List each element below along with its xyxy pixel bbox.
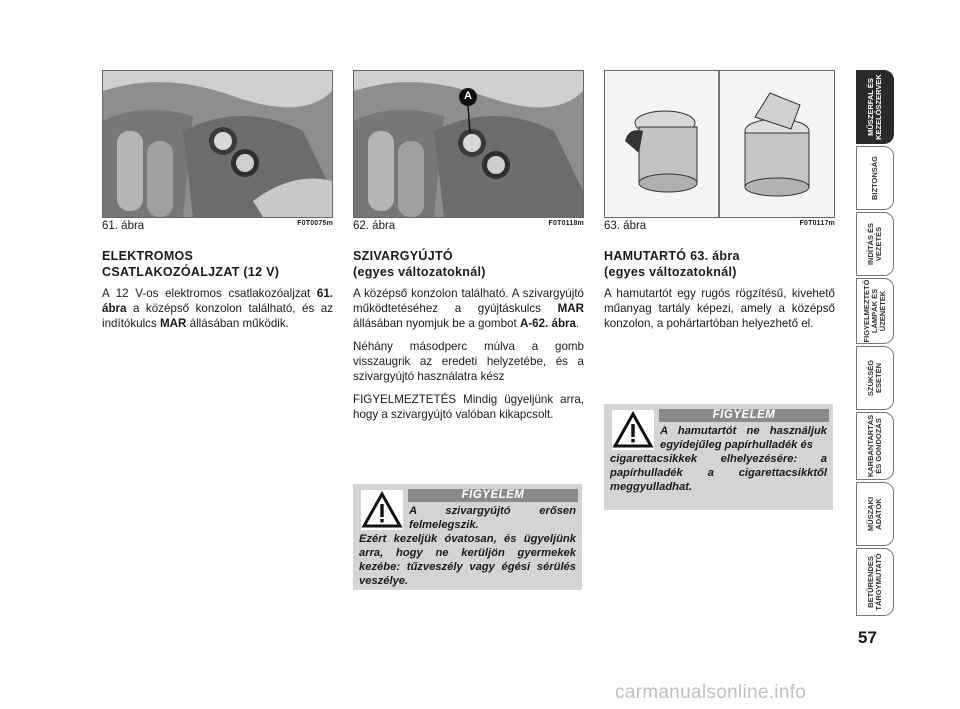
tab-dashboard-controls[interactable]: MŰSZERFAL ÉS KEZELŐSZERVEK bbox=[856, 70, 894, 144]
section-paragraph: Néhány másodperc múlva a gomb visszaugrik az eredeti helyzetébe, és a szivargyújtó használatra kész bbox=[353, 340, 584, 383]
section-title: ELEKTROMOS CSATLAKOZÓALJZAT (12 V) bbox=[102, 249, 280, 279]
section-paragraph: FIGYELMEZTETÉS Mindig ügyeljünk arra, hogy a szivargyújtó valóban kikapcsolt. bbox=[353, 393, 584, 421]
tab-safety[interactable]: BIZTONSÁG bbox=[856, 146, 894, 210]
warning-heading: FIGYELEM bbox=[408, 489, 578, 502]
section-paragraph: A 12 V-os elektromos csatlakozóaljzat 61. ábra a középső konzolon található, és az indítókulcs MAR állásában működik. bbox=[102, 287, 333, 330]
section-paragraph: A hamutartót egy rugós rögzítésű, kivehető műanyag tartály képezi, amely a középső konzolon, a pohártartóban helyezhető el. bbox=[604, 287, 835, 330]
warning-text: A hamutartót ne használjuk egyidejűleg papírhulladék és cigarettacsikkek elhelyezésére: a papírhulladék a cigarettacsikktől meggyulladhat. bbox=[610, 425, 827, 493]
section-paragraph: A középső konzolon található. A szivargyújtó működtetéséhez a gyújtáskulcs MAR állásában nyomjuk be a gombot A-62. ábra. bbox=[353, 287, 584, 330]
tab-warning-lights[interactable]: FIGYELMEZTETŐ LÁMPÁK ÉS ÜZENETEK bbox=[856, 278, 894, 344]
figure-code: F0T0075m bbox=[297, 220, 333, 227]
figure-marker-a: A bbox=[464, 90, 472, 102]
tab-maintenance[interactable]: KARBANTARTÁS ÉS GONDOZÁS bbox=[856, 412, 894, 480]
figure-code: F0T0117m bbox=[799, 220, 835, 227]
watermark: carmanualsonline.info bbox=[615, 682, 807, 703]
figure-label: 62. ábra bbox=[353, 220, 396, 232]
warning-box-lighter bbox=[353, 484, 582, 590]
tab-technical-data[interactable]: MŰSZAKI ADATOK bbox=[856, 482, 894, 546]
figure-62-photo bbox=[353, 70, 584, 218]
section-power-socket bbox=[102, 248, 333, 339]
tab-emergency[interactable]: SZÜKSÉG ESETÉN bbox=[856, 346, 894, 410]
figure-label: 63. ábra bbox=[604, 220, 647, 232]
tab-starting-driving[interactable]: INDÍTÁS ÉS VEZETÉS bbox=[856, 212, 894, 276]
warning-heading: FIGYELEM bbox=[659, 409, 829, 422]
section-title: SZIVARGYÚJTÓ (egyes változatoknál) bbox=[353, 249, 486, 279]
warning-box-ashtray bbox=[604, 404, 833, 510]
section-ashtray bbox=[604, 248, 835, 339]
section-cigar-lighter bbox=[353, 248, 584, 430]
warning-text: A szivargyújtó erősen felmelegszik. Ezért kezeljük óvatosan, és ügyeljünk arra, hogy ne kerüljön gyermekek kezébe: tűzveszély vagy égési sérülés veszélye. bbox=[359, 505, 576, 587]
figure-label: 61. ábra bbox=[102, 220, 145, 232]
figure-63-photo bbox=[604, 70, 835, 218]
figure-61-photo bbox=[102, 70, 333, 218]
figure-code: F0T0118m bbox=[548, 220, 584, 227]
section-title: HAMUTARTÓ 63. ábra (egyes változatoknál) bbox=[604, 249, 740, 279]
tab-index[interactable]: BETŰRENDES TÁRGYMUTATÓ bbox=[856, 548, 894, 616]
page-number: 57 bbox=[858, 628, 877, 647]
